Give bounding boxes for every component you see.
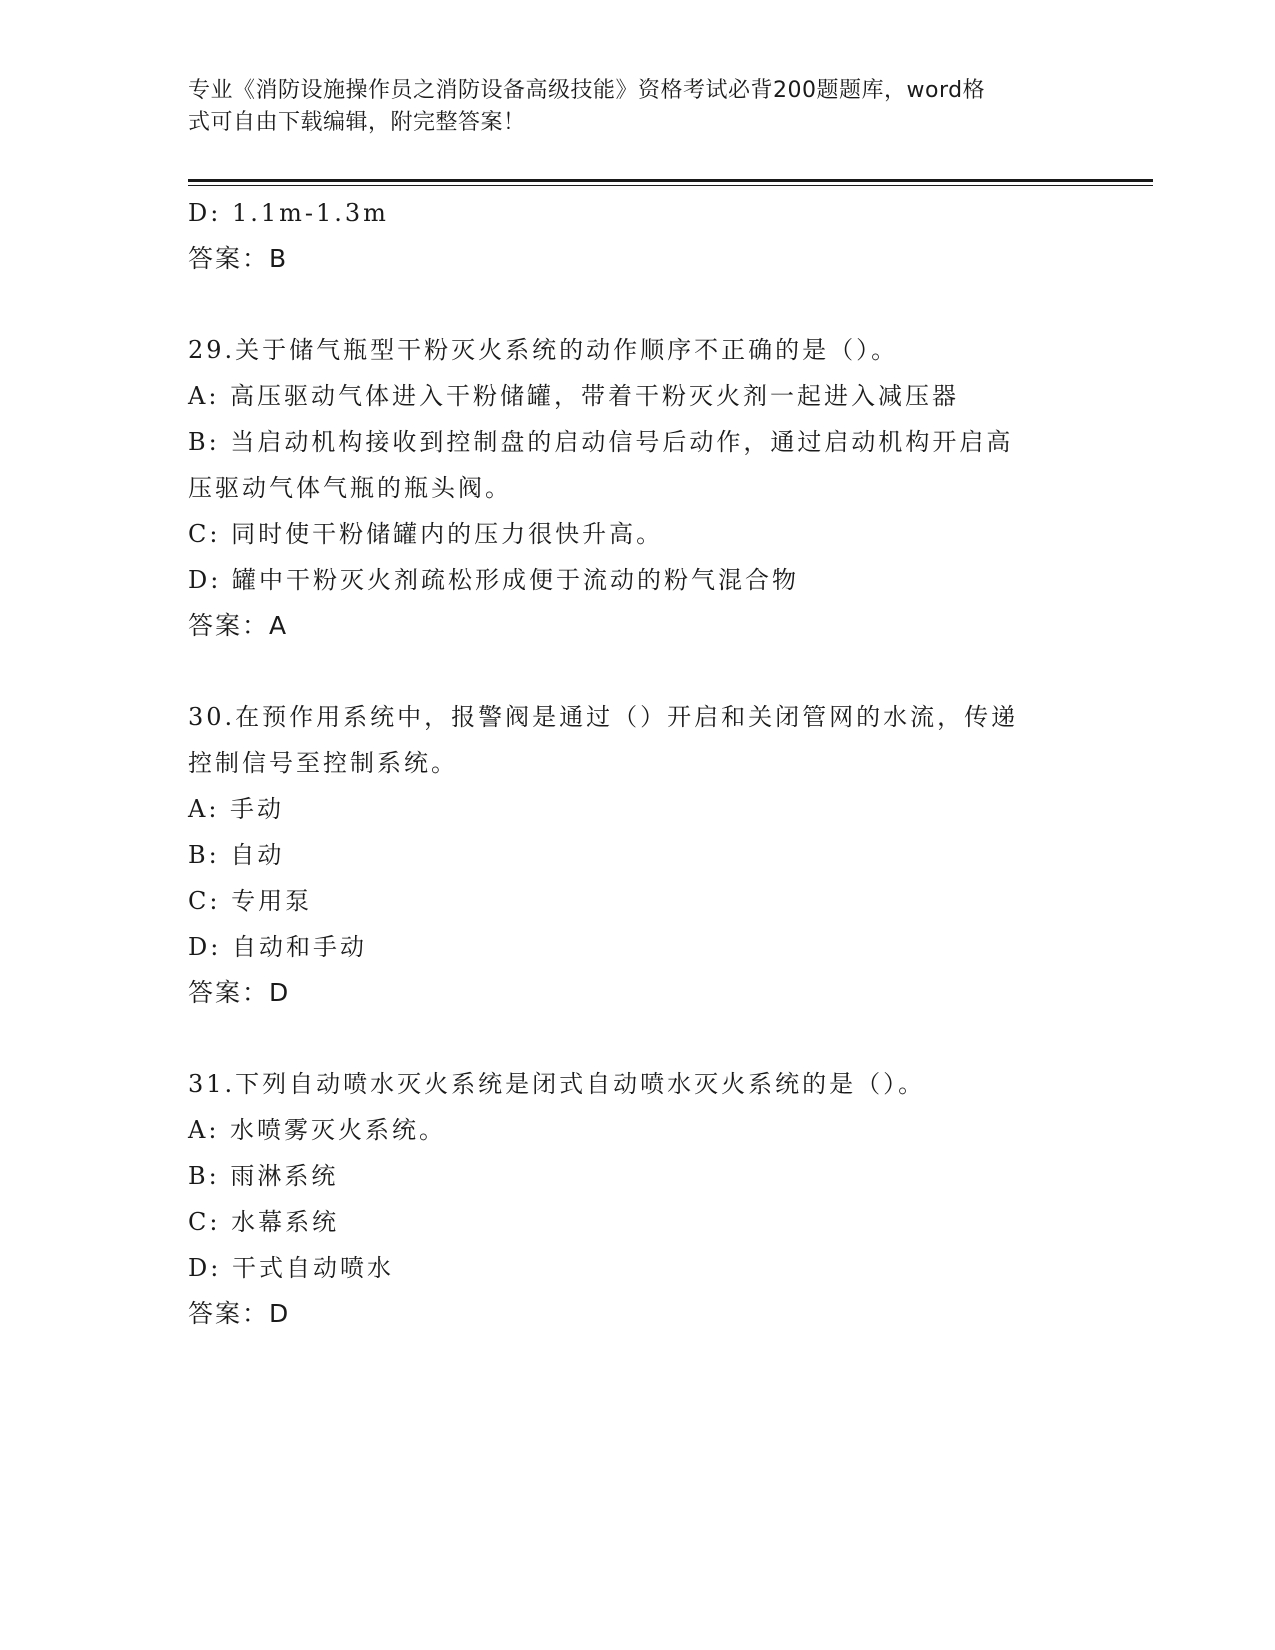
option-b-line-1: B: 当启动机构接收到控制盘的启动信号后动作，通过启动机构开启高 (188, 428, 1014, 456)
option-d: D: 自动和手动 (188, 933, 367, 961)
header-line-2: 式可自由下载编辑，附完整答案！ (188, 110, 526, 135)
option-b-line-2: 压驱动气体气瓶的瓶头阀。 (188, 474, 512, 502)
option-a: A: 水喷雾灭火系统。 (188, 1116, 447, 1144)
question-block-prev (188, 190, 1088, 282)
question-stem: 31.下列自动喷水灭火系统是闭式自动喷水灭火系统的是（）。 (188, 1070, 926, 1098)
spacer (188, 282, 1088, 327)
spacer (188, 649, 1088, 694)
option-c: C: 专用泵 (188, 887, 313, 915)
question-stem: 29.关于储气瓶型干粉灭火系统的动作顺序不正确的是（）。 (188, 336, 899, 364)
option-c: C: 水幕系统 (188, 1208, 340, 1236)
document-body (188, 190, 1088, 1337)
option-d: D: 干式自动喷水 (188, 1254, 394, 1282)
option-d: D: 罐中干粉灭火剂疏松形成便于流动的粉气混合物 (188, 566, 799, 594)
header-divider-thin (188, 185, 1153, 186)
question-stem-line-1: 30.在预作用系统中，报警阀是通过（）开启和关闭管网的水流，传递 (188, 703, 1019, 731)
option-a: A: 手动 (188, 795, 285, 823)
spacer (188, 1016, 1088, 1061)
option-b: B: 雨淋系统 (188, 1162, 339, 1190)
answer-line: 答案：A (188, 611, 289, 640)
question-stem-line-2: 控制信号至控制系统。 (188, 749, 458, 777)
option-a: A: 高压驱动气体进入干粉储罐，带着干粉灭火剂一起进入减压器 (188, 382, 960, 410)
document-header (188, 75, 1088, 139)
answer-line: 答案：B (188, 244, 289, 273)
question-block-31 (188, 1061, 1088, 1337)
option-c: C: 同时使干粉储罐内的压力很快升高。 (188, 520, 664, 548)
option-b: B: 自动 (188, 841, 285, 869)
question-block-30 (188, 694, 1088, 1016)
question-block-29 (188, 327, 1088, 649)
answer-line: 答案：D (188, 1299, 291, 1328)
option-d: D: 1.1m-1.3m (188, 199, 389, 227)
header-divider-thick (188, 179, 1153, 182)
header-line-1: 专业《消防设施操作员之消防设备高级技能》资格考试必背200题题库，word格 (188, 78, 986, 103)
answer-line: 答案：D (188, 978, 291, 1007)
